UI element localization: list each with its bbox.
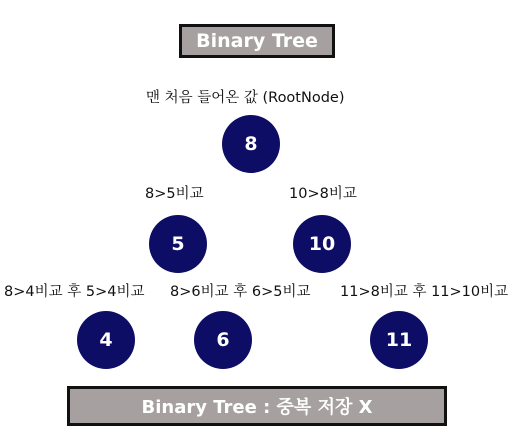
compare-8-5-label: 8>5비교 xyxy=(145,186,204,202)
footer-box xyxy=(67,386,447,426)
title-text: Binary Tree xyxy=(196,30,318,52)
node-right-right xyxy=(370,311,428,369)
compare-node11-label: 11>8비교 후 11>10비교 xyxy=(340,284,509,300)
node-left-left-value: 4 xyxy=(99,329,113,351)
compare-node4-label: 8>4비교 후 5>4비교 xyxy=(4,284,145,300)
compare-node6-label: 8>6비교 후 6>5비교 xyxy=(170,284,311,300)
node-left-right-value: 6 xyxy=(216,329,230,351)
node-left-left xyxy=(77,311,135,369)
node-left-right xyxy=(194,311,252,369)
node-right-right-value: 11 xyxy=(385,329,413,351)
node-right xyxy=(293,215,351,273)
node-right-value: 10 xyxy=(308,233,336,255)
node-root-value: 8 xyxy=(244,133,258,155)
node-left xyxy=(149,215,207,273)
root-note-label: 맨 처음 들어온 값 (RootNode) xyxy=(146,90,345,106)
compare-10-8-label: 10>8비교 xyxy=(289,186,357,202)
node-root xyxy=(222,115,280,173)
footer-text: Binary Tree : 중복 저장 X xyxy=(141,397,373,418)
title-box xyxy=(179,24,335,58)
node-left-value: 5 xyxy=(171,233,185,255)
